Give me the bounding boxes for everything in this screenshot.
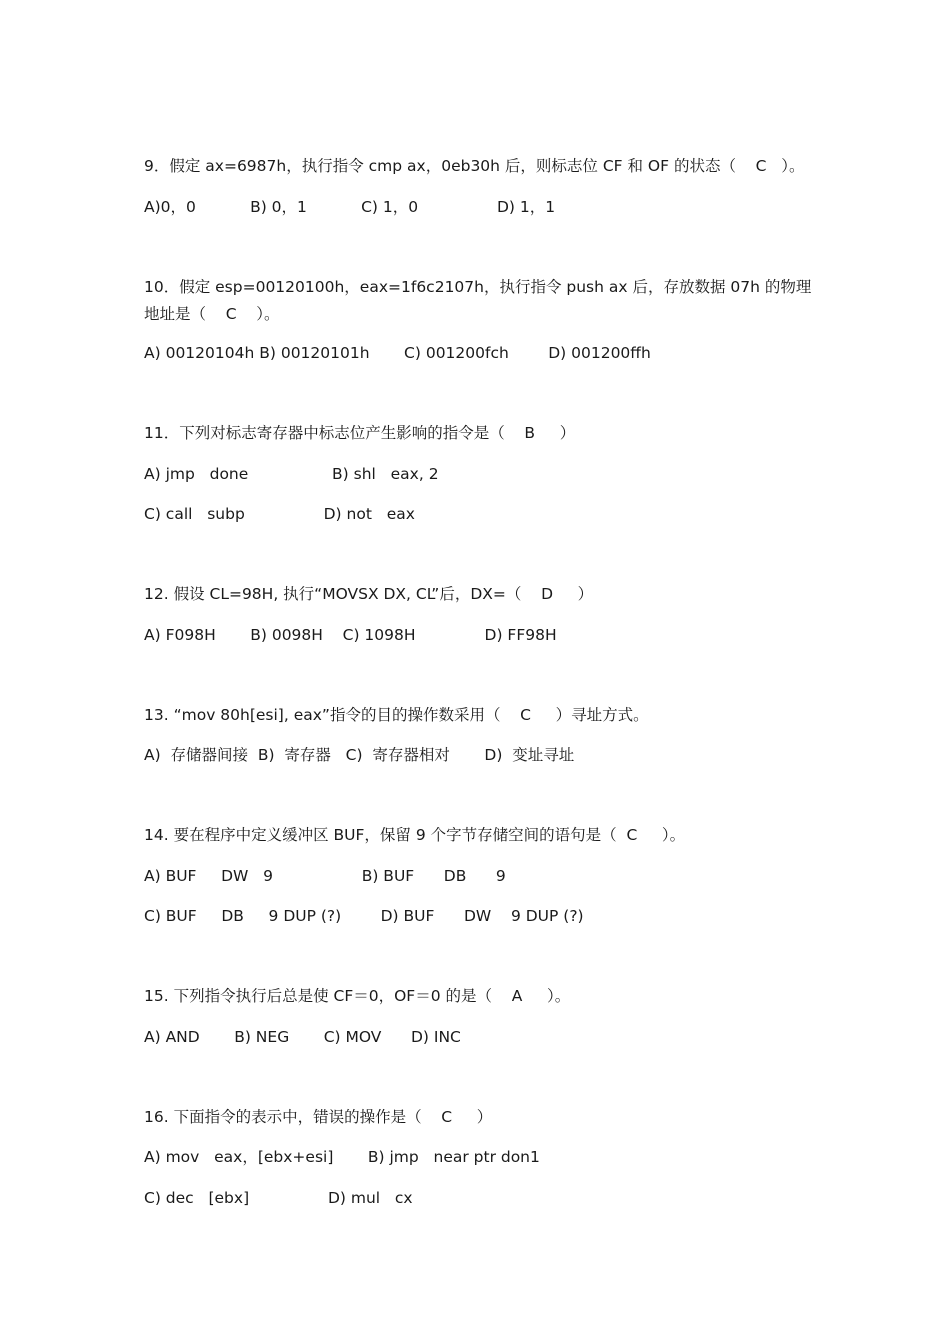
question-10-stem-line2: 地址是（ C ）。 <box>144 305 280 323</box>
question-14-options-row2: C) BUF DB 9 DUP (?) D) BUF DW 9 DUP (?) <box>144 907 584 925</box>
question-12-options: A) F098H B) 0098H C) 1098H D) FF98H <box>144 626 557 644</box>
question-15-options: A) AND B) NEG C) MOV D) INC <box>144 1028 461 1046</box>
question-10-stem-line1: 10．假定 esp=00120100h，eax=1f6c2107h，执行指令 push ax 后，存放数据 07h 的物理 <box>144 278 812 296</box>
question-13-stem: 13. “mov 80h[esi], eax”指令的目的操作数采用（ C ）寻址方式。 <box>144 706 649 724</box>
question-15-stem: 15. 下列指令执行后总是使 CF＝0，OF＝0 的是（ A ）。 <box>144 987 571 1005</box>
question-16-stem: 16. 下面指令的表示中，错误的操作是（ C ） <box>144 1108 493 1126</box>
question-11-stem: 11．下列对标志寄存器中标志位产生影响的指令是（ B ） <box>144 424 576 442</box>
question-9-stem: 9．假定 ax=6987h，执行指令 cmp ax，0eb30h 后，则标志位 CF 和 OF 的状态（ C ）。 <box>144 157 805 175</box>
question-11-options-row2: C) call subp D) not eax <box>144 505 415 523</box>
question-14-stem: 14. 要在程序中定义缓冲区 BUF，保留 9 个字节存储空间的语句是（ C ）。 <box>144 826 686 844</box>
question-14-options-row1: A) BUF DW 9 B) BUF DB 9 <box>144 867 506 885</box>
question-9-options: A)0，0 B) 0，1 C) 1，0 D) 1，1 <box>144 198 556 216</box>
question-16-options-row1: A) mov eax，[ebx+esi] B) jmp near ptr don1 <box>144 1148 540 1166</box>
question-12-stem: 12. 假设 CL=98H, 执行“MOVSX DX, CL”后，DX=（ D ） <box>144 585 594 603</box>
question-16-options-row2: C) dec [ebx] D) mul cx <box>144 1189 413 1207</box>
question-10-options: A) 00120104h B) 00120101h C) 001200fch D) 001200ffh <box>144 344 651 362</box>
question-11-options-row1: A) jmp done B) shl eax, 2 <box>144 465 439 483</box>
question-13-options: A) 存储器间接 B) 寄存器 C) 寄存器相对 D) 变址寻址 <box>144 746 575 764</box>
